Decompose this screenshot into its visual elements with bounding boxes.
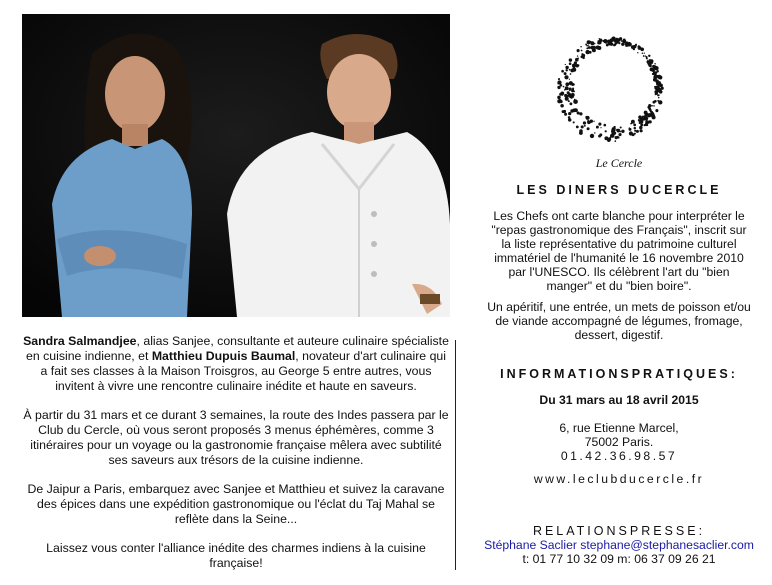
logo-dot <box>560 92 564 96</box>
logo-dot <box>620 126 622 128</box>
logo-dot <box>569 90 570 91</box>
logo-dot <box>656 110 658 112</box>
logo-dot <box>581 54 585 58</box>
logo-dot <box>586 45 588 47</box>
logo-dot <box>569 62 572 65</box>
logo-dot <box>580 46 581 47</box>
logo-dot <box>590 134 594 138</box>
logo-dot <box>653 75 657 79</box>
logo-dot <box>636 130 639 133</box>
logo-dot <box>610 42 613 45</box>
logo-dot <box>574 100 578 104</box>
logo-dot <box>581 125 584 128</box>
logo-dot <box>593 121 594 122</box>
logo-dot <box>564 113 567 116</box>
logo-dot <box>596 126 599 129</box>
logo-dot <box>614 140 616 142</box>
logo-dot <box>588 46 591 49</box>
logo-dot <box>565 82 569 86</box>
logo-dot <box>654 66 658 70</box>
section-title-diners: LES DINERS DUCERCLE <box>516 183 722 197</box>
logo-dot <box>558 99 561 102</box>
logo-dot <box>613 43 615 45</box>
chefs-illustration <box>22 14 450 317</box>
logo-dot <box>599 133 602 136</box>
logo-dot <box>558 78 560 80</box>
intro-paragraph: Sandra Salmandjee, alias Sanjee, consultante et auteure culinaire spécialiste en cuisine indienne, et Matthieu Dupuis Baumal, novateur d'art culinaire qui a fait ses classes à la Maison Troisgros, au George 5 entre autres, vous invitent à vivre une rencontre culinaire inédite et haute en saveurs. <box>23 334 449 393</box>
dates-paragraph: À partir du 31 mars et ce durant 3 semaines, la route des Indes passera par le Club du Cercle, où vous seront proposés 3 menus éphémères, comme 3 itinéraires pour un voyage ou la gastronomie française mêlera avec subtilité ses saveurs aux trésors de la cuisine indienne. <box>23 408 449 467</box>
logo-dot <box>590 41 594 45</box>
logo-dot <box>587 120 589 122</box>
logo-dot <box>639 126 642 129</box>
logo-dot <box>612 132 615 135</box>
logo-dot <box>572 109 576 113</box>
logo-dot <box>564 94 567 97</box>
logo-dot <box>577 111 580 114</box>
logo-dot <box>578 57 579 58</box>
logo-dot <box>652 73 654 75</box>
logo-dot <box>640 47 644 51</box>
logo-dot <box>651 60 652 61</box>
logo-dot <box>634 130 636 132</box>
logo-dot <box>658 94 660 96</box>
logo-dot <box>654 63 656 65</box>
logo-dot <box>629 131 633 135</box>
logo-dot <box>572 68 576 72</box>
logo-dot <box>569 58 572 61</box>
logo-dot <box>659 102 661 104</box>
logo-dot <box>592 46 596 50</box>
logo-dot <box>594 132 595 133</box>
logo-dot <box>661 87 664 90</box>
logo-dot <box>658 81 661 84</box>
logo-dot <box>565 86 568 89</box>
logo-dot <box>640 117 644 121</box>
logo-dot <box>616 129 618 131</box>
logo-dot <box>598 123 601 126</box>
logo-dot <box>565 64 566 65</box>
logo-dot <box>585 116 588 119</box>
logo-dot <box>590 120 593 123</box>
logo-dot <box>568 112 571 115</box>
logo-dot <box>658 97 660 99</box>
logo-caption: Le Cercle <box>595 156 643 170</box>
logo-dot <box>561 70 564 73</box>
logo-dot <box>571 90 574 93</box>
menu-description: Un apéritif, une entrée, un mets de poisson et/ou de viande accompagné de légumes, fromage, dessert, digestif. <box>487 300 751 342</box>
logo-dot <box>633 124 636 127</box>
logo-dot <box>567 91 570 94</box>
logo-dot <box>657 100 659 102</box>
logo-dot <box>659 90 663 94</box>
logo-dot <box>620 131 621 132</box>
logo-dot <box>581 50 583 52</box>
logo-dot <box>643 55 645 57</box>
logo-dot <box>563 86 565 88</box>
logo-dot <box>651 105 653 107</box>
logo-dot <box>644 52 645 53</box>
logo-dot <box>621 43 624 46</box>
logo-dot <box>565 69 567 71</box>
le-cercle-logo <box>548 22 678 152</box>
column-divider <box>455 340 456 570</box>
event-dates: Du 31 mars au 18 avril 2015 <box>539 393 699 407</box>
logo-dot <box>577 49 580 52</box>
logo-dot <box>570 73 572 75</box>
logo-dot <box>653 101 656 104</box>
logo-dot <box>626 43 629 46</box>
logo-dot <box>568 118 572 122</box>
logo-dot <box>569 102 572 105</box>
phone-number: 01.42.36.98.57 <box>560 449 678 463</box>
logo-dot <box>656 92 658 94</box>
logo-dot <box>646 124 648 126</box>
logo-dot <box>568 100 570 102</box>
logo-dot <box>569 79 570 80</box>
logo-dot <box>571 94 574 97</box>
logo-dot <box>573 83 575 85</box>
logo-dot <box>597 46 601 50</box>
logo-dot <box>569 81 573 85</box>
logo-dot <box>579 112 582 115</box>
logo-dot <box>635 44 637 46</box>
logo-dot <box>611 39 614 42</box>
logo-dot <box>650 106 652 108</box>
logo-dot <box>620 38 621 39</box>
closing-paragraph: Laissez vous conter l'alliance inédite des charmes indiens à la cuisine française! <box>46 541 426 570</box>
logo-dot <box>612 127 615 130</box>
logo-dot <box>584 125 586 127</box>
logo-dot <box>646 57 648 59</box>
logo-dot <box>577 55 578 56</box>
logo-dot <box>603 39 607 43</box>
logo-dot <box>565 97 569 101</box>
logo-dot <box>634 127 637 130</box>
logo-dot <box>565 66 568 69</box>
logo-dot <box>652 115 656 119</box>
logo-dot <box>564 72 567 75</box>
section-title-press: RELATIONSPRESSE: <box>532 524 706 538</box>
logo-dot <box>573 121 575 123</box>
logo-dot <box>647 61 651 65</box>
logo-dot <box>644 112 648 116</box>
logo-dot <box>642 52 643 53</box>
logo-dot <box>615 136 618 139</box>
website-link[interactable]: www.leclubducercle.fr <box>533 472 705 486</box>
logo-dot <box>603 124 606 127</box>
logo-dot <box>645 55 646 56</box>
logo-dot <box>597 41 600 44</box>
logo-dot <box>583 121 586 124</box>
logo-dot <box>564 75 568 79</box>
press-phones: t: 01 77 10 32 09 m: 06 37 09 26 21 <box>522 552 716 566</box>
logo-dot <box>560 104 564 108</box>
logo-dot <box>588 45 589 46</box>
logo-dot <box>640 129 643 132</box>
logo-dot <box>568 116 571 119</box>
logo-dot <box>562 110 565 113</box>
logo-dot <box>618 133 621 136</box>
chef-name-sandra: Sandra Salmandjee <box>23 334 137 348</box>
logo-dot <box>659 76 661 78</box>
logo-dot <box>644 124 646 126</box>
logo-dot <box>587 127 590 130</box>
logo-dot <box>576 126 579 129</box>
logo-dot <box>572 64 576 68</box>
logo-dot <box>640 123 643 126</box>
logo-dot <box>557 83 558 84</box>
logo-dot <box>605 130 607 132</box>
logo-dot <box>558 97 560 99</box>
logo-dot <box>629 127 630 128</box>
logo-dot <box>600 127 601 128</box>
logo-dot <box>621 130 624 133</box>
logo-dot <box>607 139 610 142</box>
address-line-2: 75002 Paris. <box>584 435 654 449</box>
logo-dot <box>579 129 583 133</box>
logo-dot <box>630 123 632 125</box>
logo-dot <box>569 69 571 71</box>
chef-name-matthieu: Matthieu Dupuis Baumal <box>151 349 296 363</box>
journey-paragraph: De Jaipur a Paris, embarquez avec Sanjee et Matthieu et suivez la caravane des épices dans une expédition gastronomique ou l'éclat du Taj Mahal se reflète dans la Seine... <box>27 482 445 526</box>
logo-dot <box>648 55 650 57</box>
diners-description: Les Chefs ont carte blanche pour interpréter le "repas gastronomique des Français", inscrit sur la liste représentative du patrimoine culturel immatériel de l'humanité le 16 novembre 2010 par l'UNESCO. Ils célèbrent l'art du "bien manger" et du "bien boire". <box>491 209 747 293</box>
logo-dot <box>577 64 579 66</box>
logo-dot <box>637 52 638 53</box>
logo-dot <box>616 40 619 43</box>
section-title-info: INFORMATIONSPRATIQUES: <box>500 367 738 381</box>
chefs-photo <box>22 14 450 317</box>
logo-dot <box>644 116 647 119</box>
address-line-1: 6, rue Etienne Marcel, <box>559 421 679 435</box>
press-contact[interactable]: Stéphane Saclier stephane@stephanesaclier.com <box>484 538 754 552</box>
logo-dot <box>653 105 655 107</box>
logo-dot <box>606 44 609 47</box>
logo-dot <box>605 43 606 44</box>
event-description <box>22 334 450 585</box>
logo-dot <box>585 50 589 54</box>
